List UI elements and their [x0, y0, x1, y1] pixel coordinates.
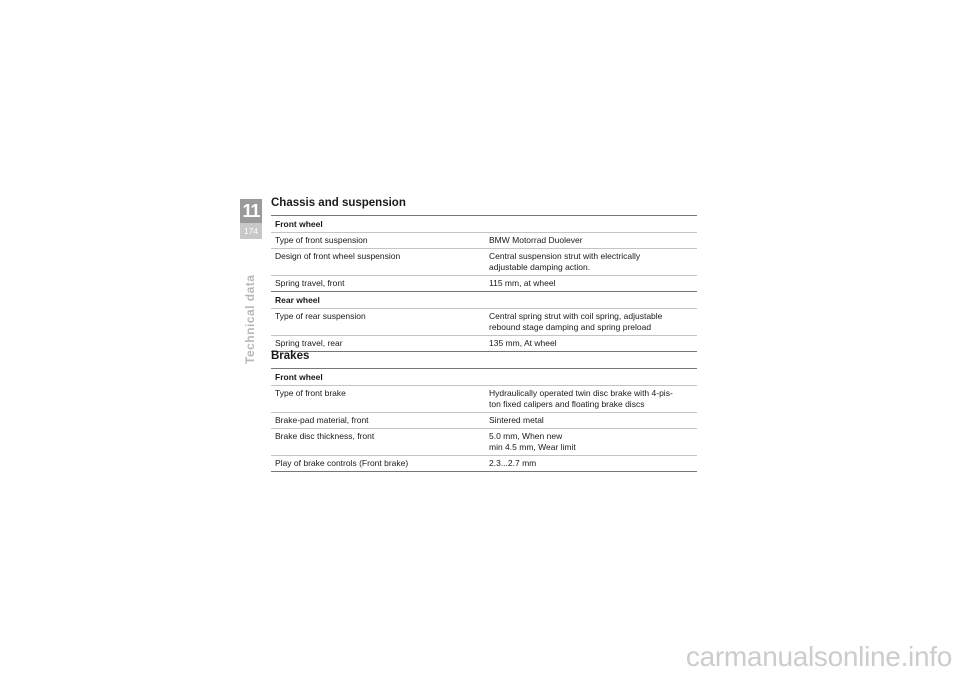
spec-label: Spring travel, front: [271, 276, 485, 292]
table-row: [271, 336, 697, 352]
chapter-side-label: Technical data: [243, 274, 257, 364]
spec-value: Central suspension strut with electrically adjustable damping action.: [489, 251, 641, 272]
front-wheel-group-row: [271, 369, 697, 386]
chapter-number: 11: [242, 201, 260, 221]
rear-wheel-group-row: [271, 292, 697, 309]
front-wheel-group-row: [271, 216, 697, 233]
chapter-tab: [240, 199, 262, 239]
table-row: [271, 456, 697, 472]
spec-value: 5.0 mm, When new min 4.5 mm, Wear limit: [489, 431, 576, 452]
spec-value: BMW Motorrad Duolever: [489, 235, 583, 245]
spec-label: Design of front wheel suspension: [271, 249, 485, 276]
spec-label: Spring travel, rear: [271, 336, 485, 352]
brakes-spec-table: [271, 368, 697, 472]
table-row: [271, 309, 697, 336]
table-row: [271, 233, 697, 249]
spec-label: Type of rear suspension: [271, 309, 485, 336]
group-header: Rear wheel: [271, 292, 697, 309]
table-row: [271, 276, 697, 292]
spec-value: 2.3...2.7 mm: [489, 458, 537, 468]
spec-value: Hydraulically operated twin disc brake with 4-pis- ton fixed calipers and floating brake discs: [489, 388, 673, 409]
spec-label: Brake-pad material, front: [271, 413, 485, 429]
page-number-box: [240, 223, 262, 239]
spec-value: Sintered metal: [489, 415, 544, 425]
table-row: [271, 429, 697, 456]
spec-value: 135 mm, At wheel: [489, 338, 557, 348]
chassis-section-title: Chassis and suspension: [271, 197, 406, 209]
group-header: Front wheel: [271, 216, 697, 233]
page-number: 174: [243, 226, 259, 236]
spec-label: Brake disc thickness, front: [271, 429, 485, 456]
spec-label: Play of brake controls (Front brake): [271, 456, 485, 472]
table-row: [271, 386, 697, 413]
spec-label: Type of front suspension: [271, 233, 485, 249]
spec-label: Type of front brake: [271, 386, 485, 413]
table-row: [271, 413, 697, 429]
brakes-section-title: Brakes: [271, 350, 310, 362]
spec-value: 115 mm, at wheel: [489, 278, 556, 288]
table-row: [271, 249, 697, 276]
watermark-text: carmanualsonline.info: [685, 641, 952, 672]
group-header: Front wheel: [271, 369, 697, 386]
spec-value: Central spring strut with coil spring, adjustable rebound stage damping and spring preload: [489, 311, 663, 332]
chassis-spec-table: [271, 215, 697, 352]
